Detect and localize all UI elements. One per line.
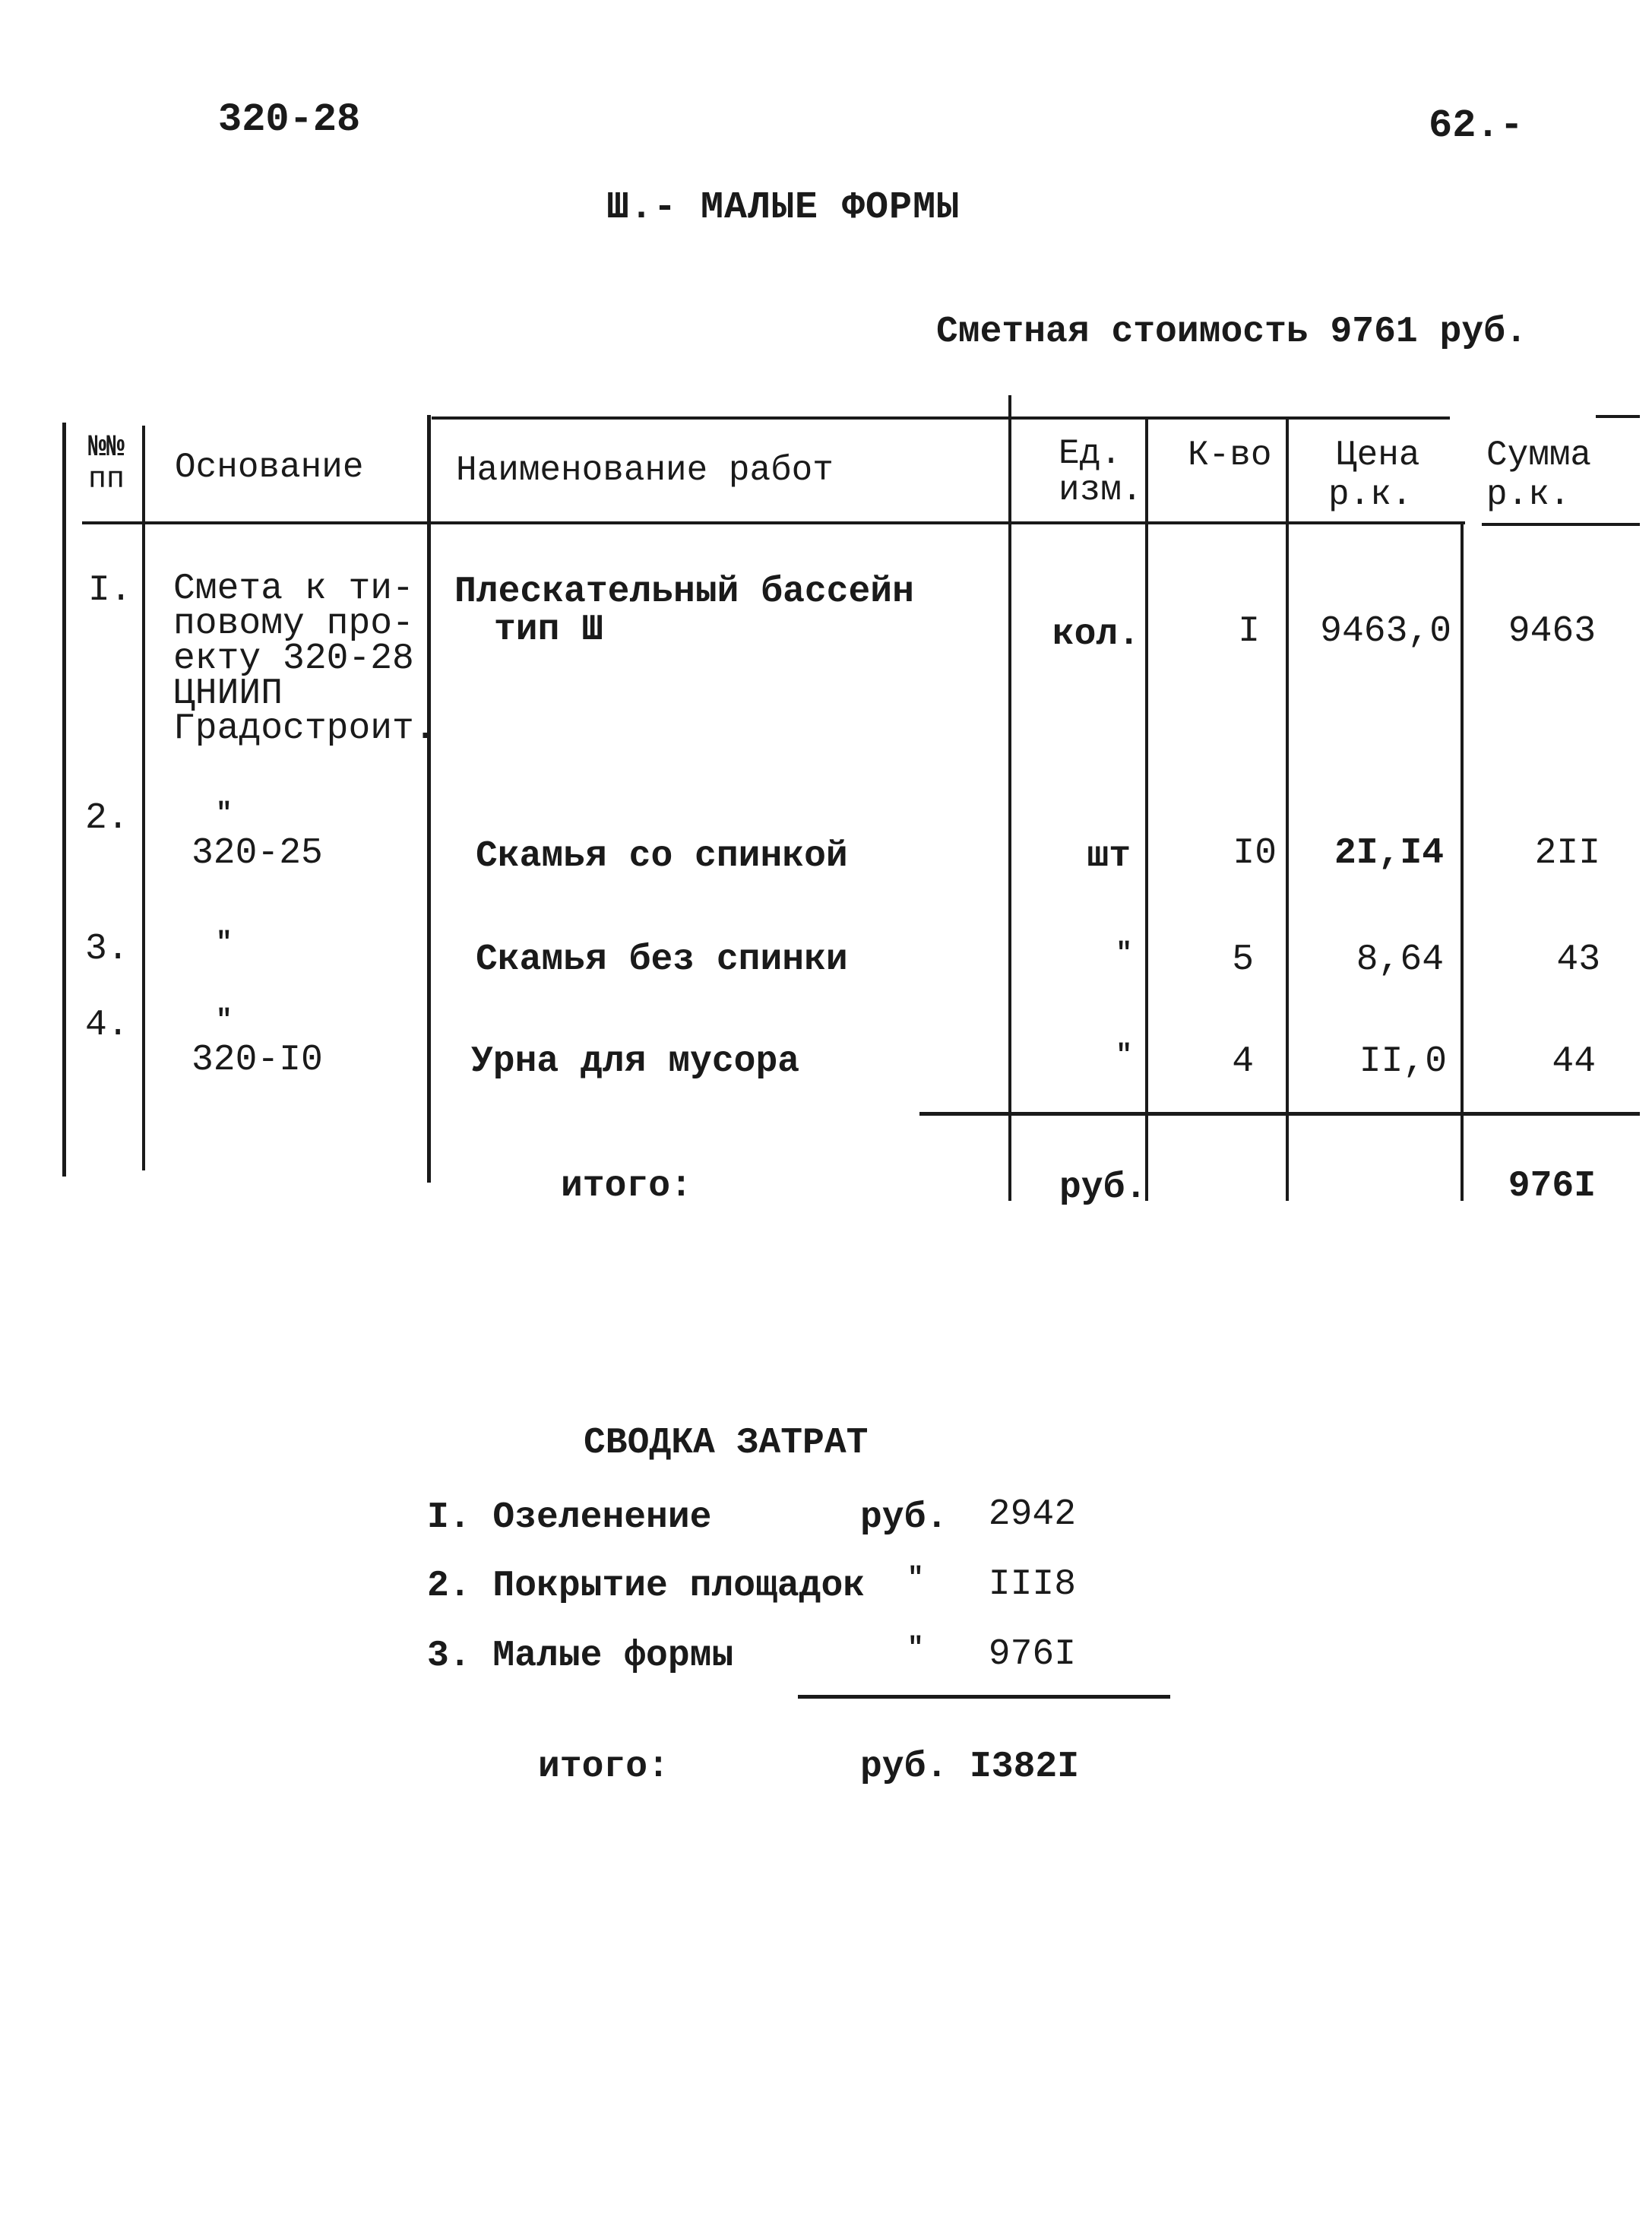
row-basis-ditto: "	[216, 798, 233, 829]
row-work-name: Плескательный бассейн	[454, 572, 914, 613]
row-basis-ditto: "	[216, 1005, 233, 1036]
row-quantity: 4	[1232, 1041, 1254, 1082]
header-sum-line1: Сумма	[1486, 435, 1592, 475]
row-sum: 44	[1552, 1041, 1596, 1082]
summary-item-value: 2942	[988, 1494, 1076, 1535]
summary-divider	[798, 1695, 1170, 1699]
row-quantity: 5	[1232, 939, 1254, 980]
row-sum: 43	[1556, 939, 1600, 980]
header-num-line1: №№	[88, 431, 125, 465]
row-basis-line: Смета к ти-	[173, 569, 414, 610]
header-unit-line2: изм.	[1059, 470, 1143, 510]
row-basis-line: екту 320-28	[173, 638, 414, 679]
row-price: 8,64	[1356, 939, 1444, 980]
document-number: 320-28	[218, 97, 361, 142]
row-price: II,0	[1359, 1041, 1447, 1082]
row-basis-line: Градостроит.	[173, 708, 436, 749]
summary-item-unit: "	[907, 1633, 924, 1664]
summary-item-label: 2. Покрытие площадок	[427, 1566, 866, 1607]
summary-item-unit: руб.	[860, 1497, 948, 1538]
page-number: 62.-	[1429, 103, 1524, 148]
header-unit-line1: Ед.	[1059, 434, 1122, 473]
summary-title: СВОДКА ЗАТРАТ	[584, 1423, 869, 1464]
summary-item-value: 976I	[988, 1634, 1076, 1675]
row-work-name: Скамья со спинкой	[476, 836, 848, 877]
row-price: 9463,0	[1320, 611, 1451, 652]
header-price-line2: р.к.	[1328, 475, 1413, 515]
row-quantity: I	[1238, 611, 1260, 652]
summary-item-label: 3. Малые формы	[427, 1636, 734, 1677]
row-basis-line: 320-25	[191, 833, 323, 874]
row-basis-line: ЦНИИП	[173, 673, 283, 714]
row-number: I.	[88, 570, 132, 611]
estimate-cost-line: Сметная стоимость 9761 руб.	[936, 312, 1527, 353]
header-num-line2: пп	[88, 463, 125, 497]
header-basis: Основание	[175, 448, 364, 487]
header-quantity: К-во	[1188, 435, 1272, 475]
row-work-name: Скамья без спинки	[476, 939, 848, 980]
summary-total-value: I382I	[970, 1747, 1080, 1788]
row-unit: "	[1116, 1040, 1132, 1071]
row-work-name: тип Ш	[494, 610, 604, 651]
row-number: 2.	[85, 798, 129, 839]
row-number: 3.	[85, 929, 129, 970]
row-work-name: Урна для мусора	[471, 1041, 800, 1082]
row-basis-line: 320-I0	[191, 1040, 323, 1081]
row-unit: "	[1116, 938, 1132, 969]
summary-total-unit: руб.	[860, 1747, 948, 1788]
row-basis-ditto: "	[216, 927, 233, 958]
summary-item-label: I. Озеленение	[427, 1497, 712, 1538]
row-unit: кол.	[1052, 614, 1140, 655]
total-sum: 976I	[1508, 1166, 1596, 1207]
summary-item-unit: "	[907, 1563, 924, 1594]
summary-item-value: III8	[988, 1564, 1076, 1605]
row-unit: шт	[1087, 836, 1131, 877]
section-title: Ш.- МАЛЫЕ ФОРМЫ	[606, 186, 961, 230]
total-label: итого:	[561, 1166, 692, 1207]
row-quantity: I0	[1233, 833, 1277, 874]
row-basis-line: повому про-	[173, 603, 414, 645]
total-unit: руб.	[1059, 1167, 1147, 1208]
row-sum: 2II	[1534, 833, 1600, 874]
header-price-line1: Цена	[1336, 435, 1420, 475]
row-sum: 9463	[1508, 611, 1596, 652]
summary-total-label: итого:	[538, 1747, 669, 1788]
header-work-name: Наименование работ	[456, 451, 834, 490]
header-sum-line2: р.к.	[1486, 475, 1571, 515]
row-price: 2I,I4	[1334, 833, 1444, 874]
row-number: 4.	[85, 1005, 129, 1046]
